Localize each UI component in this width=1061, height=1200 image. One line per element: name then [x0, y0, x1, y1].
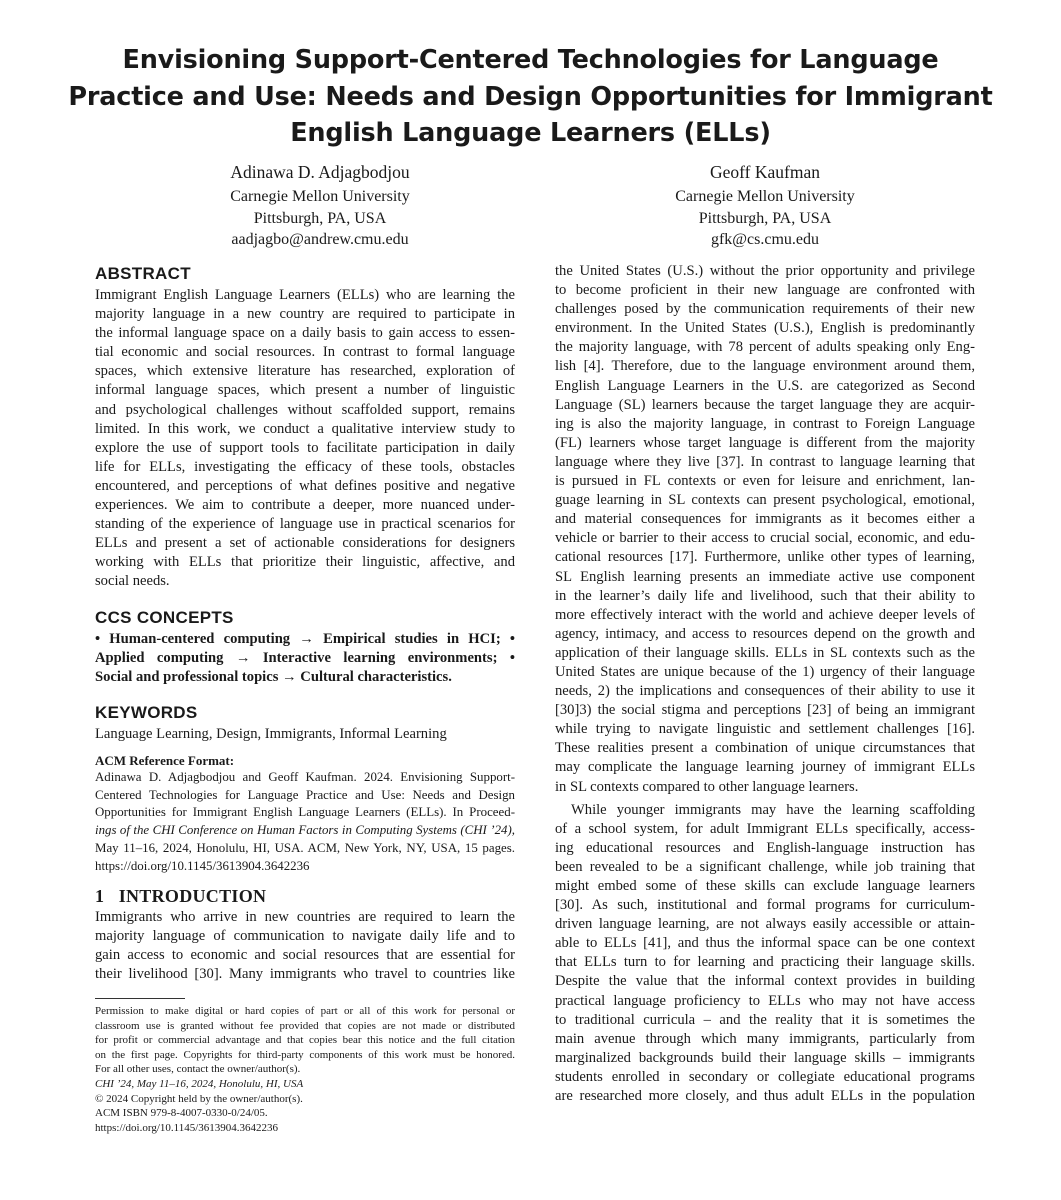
- abstract-line: ELLs and present a set of actionable considerations for designers: [95, 535, 515, 552]
- permission-line: For all other uses, contact the owner/author(s).: [95, 1063, 301, 1076]
- body-line: driven language learning, are not always easily accessible or attain-: [555, 916, 975, 933]
- permission-line: on the first page. Copyrights for third-party components of this work must be honored.: [95, 1048, 515, 1061]
- body-line: SL English learning presents an immediate active use component: [555, 568, 975, 585]
- body-line: might embed some of these skills can exclude language learners: [555, 878, 975, 894]
- reference-line: May 11–16, 2024, Honolulu, HI, USA. ACM, New York, NY, USA, 15 pages.: [95, 841, 515, 856]
- body-line: been revealed to be a significant challenge, while job training that: [555, 858, 975, 875]
- body-line: United States are unique because of the 1) urgency of their language: [555, 663, 975, 680]
- keywords-heading: KEYWORDS: [95, 702, 198, 722]
- body-line: vehicle or barrier to their access to crucial social, economic, and edu-: [555, 530, 975, 547]
- intro-paragraph-1: [555, 262, 975, 797]
- body-line: application of their language skills. ELLs in SL contexts such as the: [555, 644, 975, 661]
- permission-line: for profit or commercial advantage and that copies bear this notice and the full citation: [95, 1034, 515, 1047]
- ccs-heading: CCS CONCEPTS: [95, 607, 234, 627]
- intro-line: gain access to economic and social resources that are essential for: [95, 946, 515, 963]
- abstract-line: working with ELLs that prioritize their linguistic, affective, and: [95, 554, 515, 571]
- body-line: in SL contexts compared to other language learners.: [555, 778, 859, 795]
- body-line: [30]. As such, institutional and formal programs for curriculum-: [555, 897, 975, 914]
- abstract-line: and psychological challenges without scaffolded support, remains: [95, 401, 515, 418]
- ccs-line: • Human-centered computing → Empirical studies in HCI; •: [95, 630, 515, 647]
- ccs-body: [95, 630, 515, 687]
- body-line: ing is also the majority language, in contrast to Foreign Language: [555, 415, 975, 432]
- paper-title: [60, 42, 1001, 152]
- body-line: While younger immigrants may have the learning scaffolding: [571, 801, 975, 818]
- ccs-line: Social and professional topics → Cultural characteristics.: [95, 668, 452, 685]
- doi-link[interactable]: https://doi.org/10.1145/3613904.3642236: [95, 1121, 279, 1134]
- footnote-rule: [95, 998, 185, 999]
- author-email[interactable]: aadjagbo@andrew.cmu.edu: [231, 231, 409, 248]
- body-line: Despite the value that the informal context provides in building: [555, 973, 975, 990]
- reference-line: Centered Technologies for Language Practice and Use: Needs and Design: [95, 787, 515, 802]
- author-name: Geoff Kaufman: [710, 162, 820, 182]
- body-line: may complicate the language learning journey of immigrant ELLs: [555, 759, 975, 776]
- body-line: Language (SL) learners because the target language they are acquir-: [555, 396, 975, 413]
- permission-line: classroom use is granted without fee provided that copies are not made or distributed: [95, 1019, 515, 1032]
- intro-line: majority language of communication to navigate daily life and to: [95, 927, 515, 944]
- body-line: are researched more closely, and thus adult ELLs in the population: [555, 1088, 975, 1105]
- intro-paragraph-2: [555, 801, 975, 1107]
- abstract-body: [95, 286, 515, 592]
- intro-line: Immigrants who arrive in new countries are required to learn the: [95, 908, 515, 925]
- reference-doi-link[interactable]: https://doi.org/10.1145/3613904.3642236: [95, 858, 310, 873]
- title-line: Practice and Use: Needs and Design Opportunities for Immigrant: [68, 81, 993, 112]
- abstract-line: majority language in a new country are required to participate in: [95, 306, 515, 323]
- body-line: English Language Learners in the U.S. are categorized as Second: [555, 377, 975, 394]
- body-line: language where they live [37]. In contrast to language learning that: [555, 453, 975, 470]
- body-line: [30]3) the social stigma and perceptions [23] of being an immigrant: [555, 702, 975, 719]
- introduction-body: [95, 908, 515, 984]
- body-line: practical language proficiency to ELLs who may not have access: [555, 992, 975, 1009]
- abstract-heading: ABSTRACT: [95, 264, 191, 283]
- body-line: challenges posed by the communication requirements of their new: [555, 301, 975, 318]
- reference-line: Opportunities for Immigrant English Language Learners (ELLs). In Proceed-: [95, 805, 515, 820]
- body-line: guage learning in SL contexts can present psychological, emotional,: [555, 492, 975, 509]
- introduction-heading: 1 INTRODUCTION: [95, 885, 267, 906]
- author-email[interactable]: gfk@cs.cmu.edu: [710, 231, 820, 248]
- copyright-notice: © 2024 Copyright held by the owner/author(s).: [95, 1092, 303, 1105]
- abstract-line: limited. In this work, we conduct a qualitative interview study to: [95, 420, 515, 437]
- abstract-line: Immigrant English Language Learners (ELLs) who are learning the: [95, 287, 515, 303]
- abstract-line: experiences. We aim to contribute a deeper, more nuanced under-: [95, 497, 515, 514]
- abstract-line: spaces, which extensive literature has researched, exploration of: [95, 363, 515, 380]
- body-line: the majority language, with 78 percent of adults speaking only Eng-: [555, 339, 975, 356]
- isbn: ACM ISBN 979-8-4007-0330-0/24/05.: [95, 1107, 268, 1120]
- abstract-line: explore the use of support tools to facilitate participation in daily: [95, 439, 515, 456]
- abstract-line: standing of the experience of language use in practical scenarios for: [95, 516, 515, 533]
- body-line: needs, 2) the implications and consequences of their ability to use it: [555, 683, 975, 700]
- body-line: in the learner’s daily life and livelihood, such that their ability to: [555, 587, 975, 604]
- author-block-2: [615, 160, 915, 251]
- body-line: lish [4]. Therefore, due to the language environment around them,: [555, 358, 975, 375]
- title-line: Envisioning Support-Centered Technologies for Language: [122, 45, 939, 75]
- author-location: Pittsburgh, PA, USA: [698, 209, 832, 227]
- copyright-footer: [95, 1004, 515, 1135]
- body-line: more effectively interact with the world and achieve deeper levels of: [555, 606, 975, 623]
- body-line: environment. In the United States (U.S.), English is predominantly: [555, 320, 975, 337]
- body-line: to become proficient in their new language are confronted with: [555, 282, 975, 299]
- author-block-1: [170, 160, 470, 251]
- abstract-line: the informal language space on a daily basis to gain access to essen-: [95, 325, 515, 342]
- reference-heading: ACM Reference Format:: [95, 752, 235, 768]
- conference-info: CHI ’24, May 11–16, 2024, Honolulu, HI, USA: [95, 1077, 304, 1090]
- reference-line: Adinawa D. Adjagbodjou and Geoff Kaufman. 2024. Envisioning Support-: [95, 769, 515, 784]
- intro-line: their livelihood [30]. Many immigrants who travel to countries like: [95, 965, 515, 982]
- keywords-text: Language Learning, Design, Immigrants, Informal Learning: [95, 725, 447, 742]
- abstract-line: life for ELLs, investigating the efficacy of these tools, obstacles: [95, 458, 515, 475]
- body-line: These realities present a combination of unique circumstances that: [555, 740, 975, 757]
- left-column: [95, 262, 515, 984]
- body-line: marginalized backgrounds build their language skills – immigrants: [555, 1049, 975, 1066]
- permission-line: Permission to make digital or hard copies of part or all of this work for personal or: [95, 1005, 515, 1017]
- body-line: ing educational resources and English-language instruction has: [555, 839, 975, 856]
- author-location: Pittsburgh, PA, USA: [253, 209, 387, 227]
- body-line: and material consequences for immigrants as it becomes either a: [555, 511, 975, 528]
- body-line: while trying to navigate linguistic and settlement challenges [16].: [555, 721, 975, 738]
- right-column: [555, 262, 975, 1106]
- author-name: Adinawa D. Adjagbodjou: [230, 162, 410, 182]
- reference-line: ings of the CHI Conference on Human Factors in Computing Systems (CHI ’24),: [95, 823, 515, 838]
- abstract-line: social needs.: [95, 573, 170, 590]
- body-line: able to ELLs [41], and thus the informal space can be one context: [555, 935, 975, 952]
- acm-reference: [95, 752, 515, 876]
- author-affiliation: Carnegie Mellon University: [230, 188, 410, 205]
- title-line: English Language Learners (ELLs): [290, 118, 771, 148]
- body-line: the United States (U.S.) without the prior opportunity and privilege: [555, 263, 975, 279]
- author-affiliation: Carnegie Mellon University: [675, 188, 855, 205]
- body-line: of a school system, for adult Immigrant ELLs specifically, access-: [555, 820, 975, 837]
- ccs-line: Applied computing → Interactive learning environments; •: [95, 649, 515, 666]
- body-line: to traditional curricula – and the reality that it is sometimes the: [555, 1011, 975, 1028]
- body-line: agency, intimacy, and access to resources depend on the growth and: [555, 625, 975, 642]
- body-line: that ELLs turn to for learning and practicing their language skills.: [555, 954, 975, 971]
- body-line: (FL) learners whose target language is different from the majority: [555, 434, 975, 451]
- body-line: main avenue through which many immigrants, particularly from: [555, 1030, 975, 1047]
- body-line: is pursued in FL contexts or even for leisure and enrichment, lan-: [555, 473, 975, 490]
- body-line: cational resources [17]. Furthermore, unlike other types of learning,: [555, 549, 975, 566]
- abstract-line: tial economic and social resources. In contrast to formal language: [95, 344, 515, 361]
- body-line: students enrolled in secondary or collegiate educational programs: [555, 1068, 975, 1085]
- abstract-line: informal language spaces, which present a number of linguistic: [95, 382, 515, 399]
- abstract-line: encountered, and perceptions of what defines positive and negative: [95, 477, 515, 494]
